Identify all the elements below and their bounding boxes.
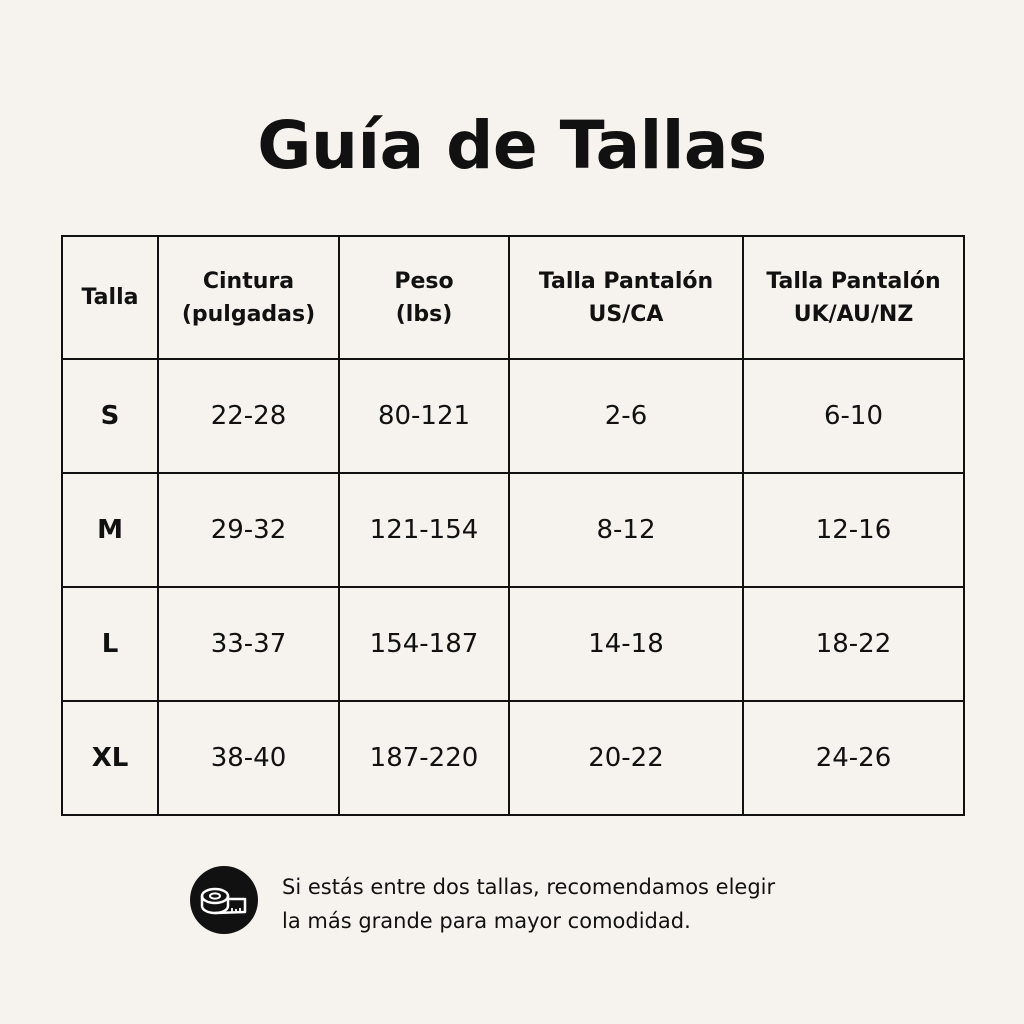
header-weight-unit: (lbs) bbox=[395, 301, 453, 327]
weight-cell: 187-220 bbox=[339, 701, 509, 815]
table-row bbox=[62, 473, 964, 587]
size-cell: XL bbox=[62, 701, 158, 815]
table-row bbox=[62, 359, 964, 473]
waist-cell: 22-28 bbox=[158, 359, 339, 473]
header-pants-uk-au-nz-label: Talla Pantalón bbox=[766, 268, 941, 294]
pants-uk-au-nz-cell: 24-26 bbox=[743, 701, 964, 815]
header-size-label: Talla bbox=[81, 285, 139, 310]
pants-us-ca-cell: 2-6 bbox=[509, 359, 743, 473]
measuring-tape-icon bbox=[190, 866, 258, 934]
weight-cell: 154-187 bbox=[339, 587, 509, 701]
waist-cell: 38-40 bbox=[158, 701, 339, 815]
header-pants-uk-au-nz bbox=[743, 236, 964, 359]
header-row bbox=[62, 236, 964, 359]
header-weight bbox=[339, 236, 509, 359]
page-title: Guía de Tallas bbox=[257, 107, 767, 184]
weight-cell: 121-154 bbox=[339, 473, 509, 587]
size-cell: L bbox=[62, 587, 158, 701]
header-size bbox=[62, 236, 158, 359]
table-row bbox=[62, 701, 964, 815]
size-cell: M bbox=[62, 473, 158, 587]
header-pants-us-ca-label: Talla Pantalón bbox=[538, 268, 714, 294]
pants-us-ca-cell: 8-12 bbox=[509, 473, 743, 587]
pants-us-ca-cell: 14-18 bbox=[509, 587, 743, 701]
note-line: la más grande para mayor comodidad. bbox=[282, 909, 691, 933]
header-waist-unit: (pulgadas) bbox=[181, 301, 316, 327]
header-waist bbox=[158, 236, 339, 359]
pants-uk-au-nz-cell: 12-16 bbox=[743, 473, 964, 587]
size-chart-table bbox=[61, 235, 965, 816]
note-line: Si estás entre dos tallas, recomendamos elegir bbox=[282, 875, 776, 899]
header-pants-us-ca bbox=[509, 236, 743, 359]
size-recommendation-note bbox=[190, 866, 910, 936]
waist-cell: 29-32 bbox=[158, 473, 339, 587]
pants-uk-au-nz-cell: 18-22 bbox=[743, 587, 964, 701]
weight-cell: 80-121 bbox=[339, 359, 509, 473]
waist-cell: 33-37 bbox=[158, 587, 339, 701]
header-waist-label: Cintura bbox=[202, 268, 295, 294]
header-pants-uk-au-nz-region: UK/AU/NZ bbox=[793, 301, 914, 327]
header-pants-us-ca-region: US/CA bbox=[588, 301, 664, 327]
pants-uk-au-nz-cell: 6-10 bbox=[743, 359, 964, 473]
size-cell: S bbox=[62, 359, 158, 473]
note-text bbox=[282, 870, 902, 938]
table-row bbox=[62, 587, 964, 701]
header-weight-label: Peso bbox=[394, 268, 454, 294]
pants-us-ca-cell: 20-22 bbox=[509, 701, 743, 815]
